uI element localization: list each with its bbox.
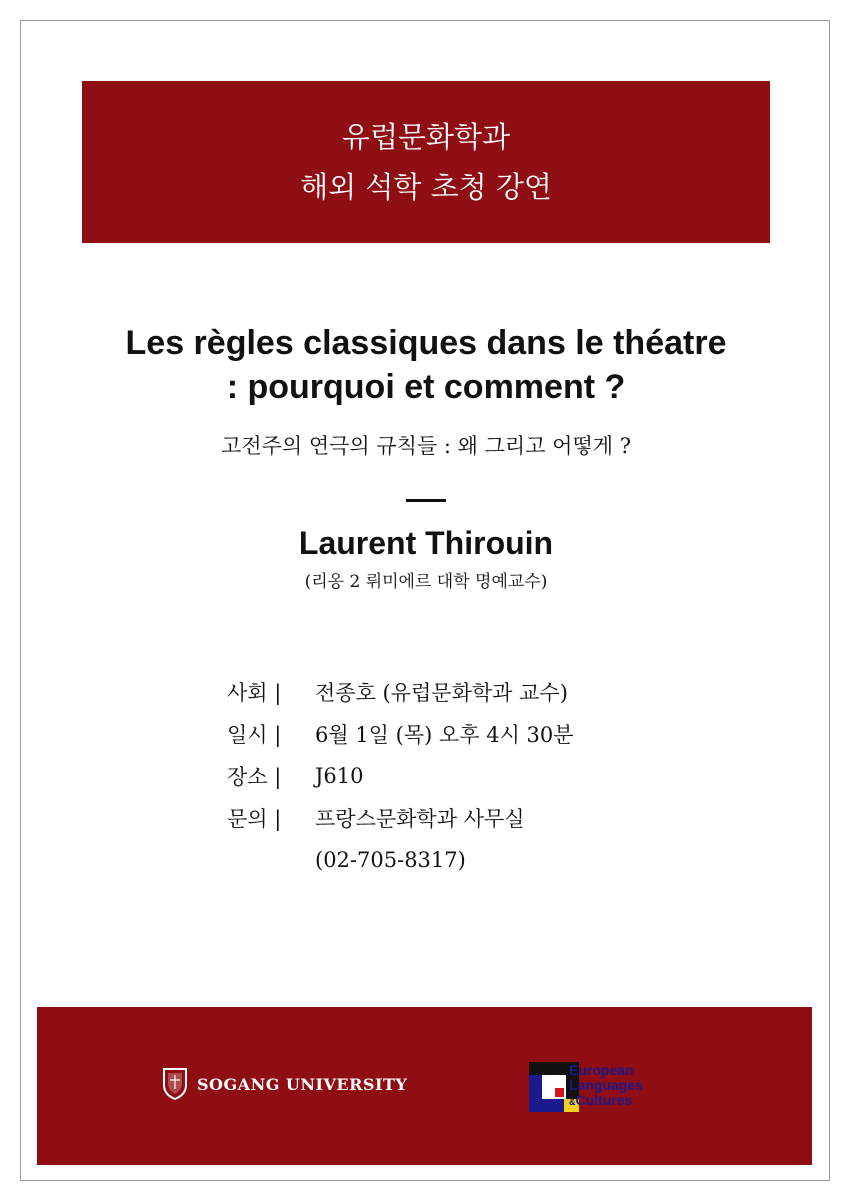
divider-dash — [406, 499, 446, 502]
info-row-location — [227, 755, 574, 797]
sogang-university-wordmark: SOGANG UNIVERSITY — [197, 1074, 408, 1094]
header-line-1: 유럽문화학과 — [341, 120, 511, 154]
header-banner — [82, 81, 770, 243]
elc-logo — [529, 1062, 659, 1112]
info-value: 전종호 (유럽문화학과 교수) — [315, 681, 568, 705]
info-label: 문의 | — [227, 807, 282, 831]
header-line-2: 해외 석학 초청 강연 — [300, 170, 552, 204]
info-row-datetime — [227, 713, 574, 755]
elc-wordmark — [569, 1063, 643, 1110]
lecture-title-line-1: Les règles classiques dans le théatre — [125, 324, 727, 362]
elc-ampersand: & — [569, 1097, 576, 1107]
info-row-phone — [227, 839, 574, 881]
speaker-name: Laurent Thirouin — [298, 525, 554, 561]
speaker-affiliation: (리옹 2 뤼미에르 대학 명예교수) — [304, 572, 548, 592]
elc-line-3-text: Cultures — [575, 1092, 633, 1108]
info-label: 사회 | — [227, 681, 282, 705]
lecture-title-line-2: : pourquoi et comment ? — [226, 368, 626, 406]
sogang-university-logo — [161, 1067, 407, 1101]
elc-line-2: Languages — [569, 1077, 643, 1093]
info-label: 일시 | — [227, 723, 282, 747]
info-value: 6월 1일 (목) 오후 4시 30분 — [315, 723, 574, 747]
lecture-title — [21, 321, 831, 409]
info-value: 프랑스문화학과 사무실 — [315, 807, 525, 831]
footer-banner — [37, 1007, 812, 1165]
event-info — [227, 671, 574, 881]
lecture-subtitle-korean: 고전주의 연극의 규칙들 : 왜 그리고 어떻게 ? — [221, 434, 631, 458]
info-value: J610 — [315, 764, 364, 788]
info-row-host — [227, 671, 574, 713]
info-row-contact — [227, 797, 574, 839]
shield-icon — [161, 1067, 189, 1101]
poster-page — [20, 20, 830, 1181]
info-value: (02-705-8317) — [315, 848, 466, 872]
info-label: 장소 | — [227, 765, 282, 789]
elc-line-1: European — [569, 1062, 634, 1078]
elc-line-3 — [569, 1093, 643, 1110]
